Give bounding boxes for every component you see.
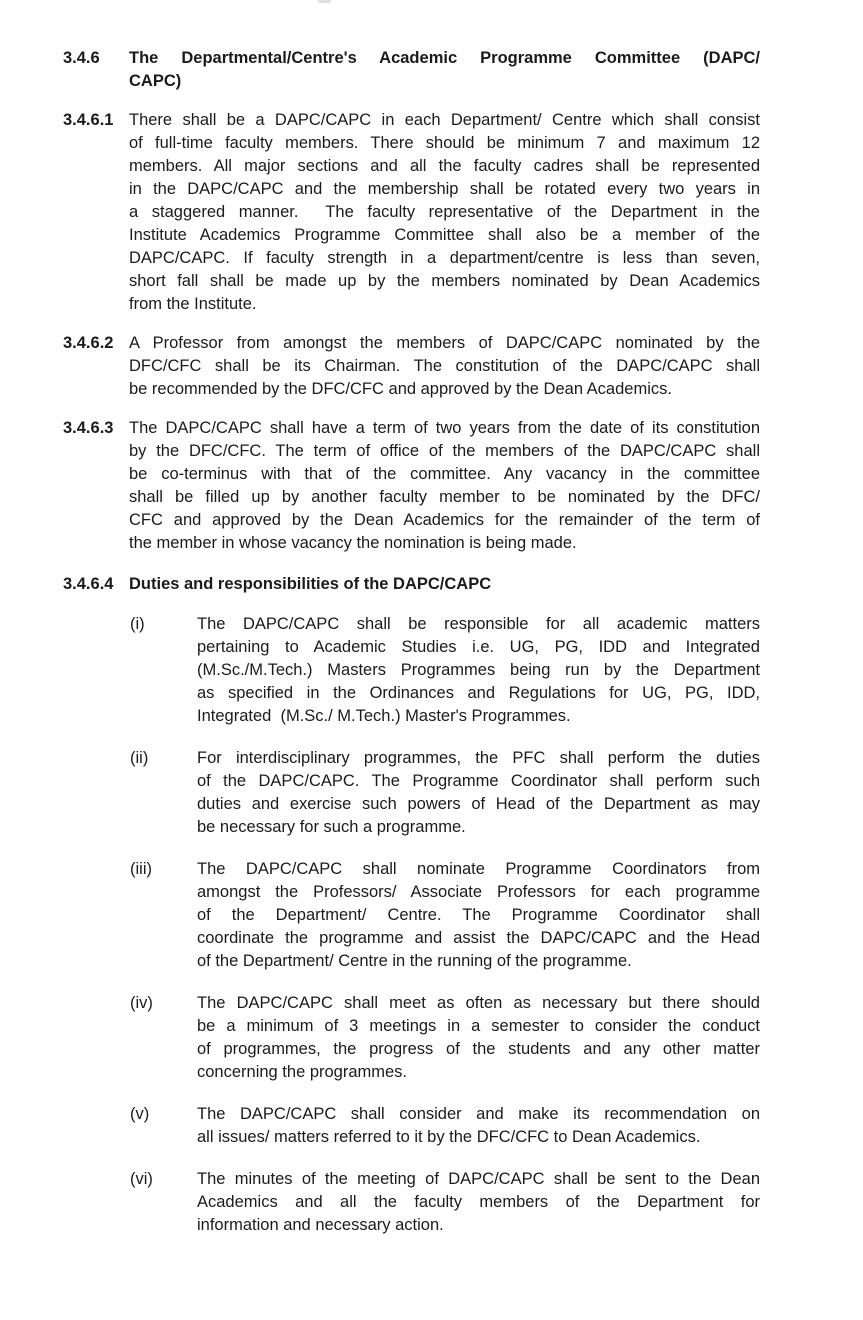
- text-line: For interdisciplinary programmes, the PFC shall perform the duties: [197, 749, 760, 767]
- list-item-iii: [130, 858, 760, 973]
- section-paragraph-text: [129, 417, 760, 555]
- text-line: A Professor from amongst the members of DAPC/CAPC nominated by the: [129, 334, 760, 352]
- text-line: The DAPC/CAPC shall nominate Programme Coordinators from: [197, 860, 760, 878]
- list-item-text: [197, 1168, 760, 1237]
- text-line: the member in whose vacancy the nomination is being made.: [129, 534, 577, 552]
- text-line: concerning the programmes.: [197, 1063, 408, 1081]
- section-number: 3.4.6.1: [63, 111, 114, 129]
- text-line: The DAPC/CAPC shall be responsible for all academic matters: [197, 615, 760, 633]
- list-item-vi: [130, 1168, 760, 1237]
- text-line: (M.Sc./M.Tech.) Masters Programmes being run by the Department: [197, 661, 760, 679]
- text-line: DFC/CFC shall be its Chairman. The constitution of the DAPC/CAPC shall: [129, 357, 760, 375]
- list-item-marker: (ii): [130, 749, 149, 767]
- text-line: CAPC): [129, 72, 182, 90]
- text-line: be recommended by the DFC/CFC and approved by the Dean Academics.: [129, 380, 672, 398]
- page-edge-artifact: [318, 0, 331, 3]
- text-line: coordinate the programme and assist the DAPC/CAPC and the Head: [197, 929, 760, 947]
- text-line: The DAPC/CAPC shall have a term of two years from the date of its constitution: [129, 419, 760, 437]
- text-line: Institute Academics Programme Committee shall also be a member of the: [129, 226, 760, 244]
- list-item-marker: (v): [130, 1105, 150, 1123]
- text-line: The Departmental/Centre's Academic Programme Committee (DAPC/: [129, 49, 760, 67]
- text-line: DAPC/CAPC. If faculty strength in a department/centre is less than seven,: [129, 249, 760, 267]
- text-line: as specified in the Ordinances and Regulations for UG, PG, IDD,: [197, 684, 760, 702]
- text-line: be a minimum of 3 meetings in a semester to consider the conduct: [197, 1017, 760, 1035]
- section-3-4-6-2: [63, 332, 760, 401]
- text-line: all issues/ matters referred to it by the DFC/CFC to Dean Academics.: [197, 1128, 701, 1146]
- list-item-marker: (i): [130, 615, 145, 633]
- section-3-4-6: [63, 47, 760, 93]
- list-item-marker: (iv): [130, 994, 153, 1012]
- section-number: 3.4.6.2: [63, 334, 114, 352]
- section-heading-text: [129, 573, 760, 596]
- list-item-ii: [130, 747, 760, 839]
- section-3-4-6-3: [63, 417, 760, 555]
- section-number: 3.4.6: [63, 49, 100, 67]
- list-item-text: [197, 1103, 760, 1149]
- text-line: pertaining to Academic Studies i.e. UG, PG, IDD and Integrated: [197, 638, 760, 656]
- section-3-4-6-1: [63, 109, 760, 316]
- section-number: 3.4.6.4: [63, 575, 114, 593]
- text-line: from the Institute.: [129, 295, 257, 313]
- text-line: members. All major sections and all the faculty cadres shall be represented: [129, 157, 760, 175]
- text-line: of programmes, the progress of the students and any other matter: [197, 1040, 760, 1058]
- text-line: amongst the Professors/ Associate Professors for each programme: [197, 883, 760, 901]
- text-line: be co-terminus with that of the committee. Any vacancy in the committee: [129, 465, 760, 483]
- list-item-marker: (iii): [130, 860, 152, 878]
- text-line: CFC and approved by the Dean Academics for the remainder of the term of: [129, 511, 760, 529]
- text-line: of full-time faculty members. There should be minimum 7 and maximum 12: [129, 134, 760, 152]
- list-item-text: [197, 613, 760, 728]
- text-line: a staggered manner. The faculty representative of the Department in the: [129, 203, 760, 221]
- text-line: information and necessary action.: [197, 1216, 444, 1234]
- text-line: There shall be a DAPC/CAPC in each Department/ Centre which shall consist: [129, 111, 760, 129]
- list-item-text: [197, 858, 760, 973]
- section-heading-text: [129, 47, 760, 93]
- text-line: The minutes of the meeting of DAPC/CAPC shall be sent to the Dean: [197, 1170, 760, 1188]
- list-item-v: [130, 1103, 760, 1149]
- list-item-text: [197, 992, 760, 1084]
- section-paragraph-text: [129, 109, 760, 316]
- text-line: in the DAPC/CAPC and the membership shall be rotated every two years in: [129, 180, 760, 198]
- text-line: of the Department/ Centre. The Programme Coordinator shall: [197, 906, 760, 924]
- section-number: 3.4.6.3: [63, 419, 114, 437]
- text-line: short fall shall be made up by the members nominated by Dean Academics: [129, 272, 760, 290]
- text-line: Academics and all the faculty members of the Department for: [197, 1193, 760, 1211]
- section-3-4-6-4: [63, 573, 760, 596]
- text-line: by the DFC/CFC. The term of office of the members of the DAPC/CAPC shall: [129, 442, 760, 460]
- list-item-text: [197, 747, 760, 839]
- text-line: duties and exercise such powers of Head of the Department as may: [197, 795, 760, 813]
- text-line: shall be filled up by another faculty member to be nominated by the DFC/: [129, 488, 760, 506]
- text-line: The DAPC/CAPC shall meet as often as necessary but there should: [197, 994, 760, 1012]
- text-line: Duties and responsibilities of the DAPC/CAPC: [129, 575, 492, 593]
- text-line: The DAPC/CAPC shall consider and make its recommendation on: [197, 1105, 760, 1123]
- text-line: be necessary for such a programme.: [197, 818, 466, 836]
- section-paragraph-text: [129, 332, 760, 401]
- text-line: of the Department/ Centre in the running of the programme.: [197, 952, 632, 970]
- list-item-marker: (vi): [130, 1170, 153, 1188]
- text-line: of the DAPC/CAPC. The Programme Coordinator shall perform such: [197, 772, 760, 790]
- list-item-iv: [130, 992, 760, 1084]
- text-line: Integrated (M.Sc./ M.Tech.) Master's Programmes.: [197, 707, 571, 725]
- list-item-i: [130, 613, 760, 728]
